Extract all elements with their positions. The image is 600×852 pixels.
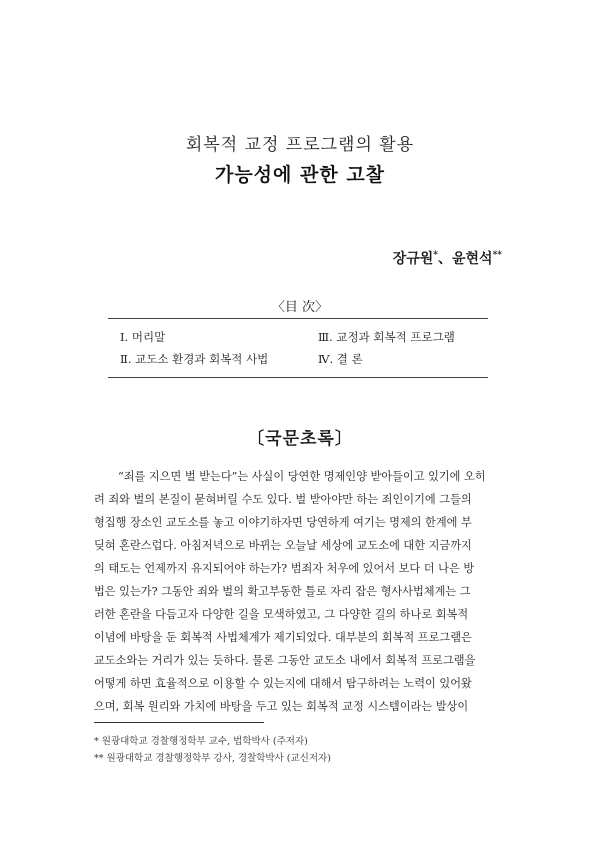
footnote: * 원광대학교 경찰행정학부 교수, 법학박사 (주저자) xyxy=(94,736,308,747)
abstract-heading: 〔국문초록〕 xyxy=(247,429,353,449)
author-name: 윤현석 xyxy=(452,251,493,267)
author-separator: 、 xyxy=(438,251,452,267)
toc-item: Ⅰ. 머리말 xyxy=(120,330,166,344)
author-name: 장규원 xyxy=(392,251,434,267)
toc-item: Ⅳ. 결 론 xyxy=(318,352,363,366)
abstract-line: 이념에 바탕을 둔 회복적 사법체계가 제기되었다. 대부분의 회복적 프로그램은 xyxy=(94,631,472,644)
abstract-line: 러한 혼란을 다듬고자 다양한 길을 모색하였고, 그 다양한 길의 하나로 회복적 xyxy=(94,608,469,621)
author-footnote-mark: * xyxy=(433,250,438,261)
abstract-line: 으며, 회복 원리와 가치에 바탕을 두고 있는 회복적 교정 시스템이라는 발상이 xyxy=(94,700,469,713)
toc-item: Ⅱ. 교도소 환경과 회복적 사법 xyxy=(120,352,269,366)
toc-heading: 〈目 次〉 xyxy=(271,300,329,315)
toc-item: Ⅲ. 교정과 회복적 프로그램 xyxy=(318,330,455,344)
abstract-line: “죄를 지으면 벌 받는다”는 사실이 당연한 명제인양 받아들이고 있기에 오히 xyxy=(118,470,486,483)
abstract-line: 어떻게 하면 효율적으로 이용할 수 있는지에 대해서 탐구하려는 노력이 있어왔 xyxy=(94,677,472,690)
abstract-line: 딪혀 혼란스럽다. 아침저녁으로 바뀌는 오늘날 세상에 교도소에 대한 지금까지 xyxy=(94,539,472,552)
abstract-line: 교도소와는 거리가 있는 듯하다. 물론 그동안 교도소 내에서 회복적 프로그램을 xyxy=(94,654,476,667)
title-line-2: 가능성에 관한 고찰 xyxy=(214,164,386,186)
abstract-line: 법은 있는가? 그동안 죄와 벌의 확고부동한 틀로 자리 잡은 형사사법체계는 그 xyxy=(94,585,471,598)
abstract-line: 형집행 장소인 교도소를 놓고 이야기하자면 당연하게 여기는 명제의 한계에 부 xyxy=(94,516,472,529)
table-of-contents xyxy=(108,318,488,378)
footnote: ** 원광대학교 경찰행정학부 강사, 경찰학박사 (교신저자) xyxy=(94,753,331,764)
author-list xyxy=(393,248,502,268)
abstract-line: 의 태도는 언제까지 유지되어야 하는가? 범죄자 처우에 있어서 보다 더 나은 방 xyxy=(94,562,475,575)
abstract-line: 려 죄와 벌의 본질이 묻혀버릴 수도 있다. 벌 받아야만 하는 죄인이기에 그들의 xyxy=(94,493,472,506)
footnote-rule xyxy=(94,722,264,723)
title-line-1: 회복적 교정 프로그램의 활용 xyxy=(185,135,415,155)
author-footnote-mark: ** xyxy=(492,250,502,261)
